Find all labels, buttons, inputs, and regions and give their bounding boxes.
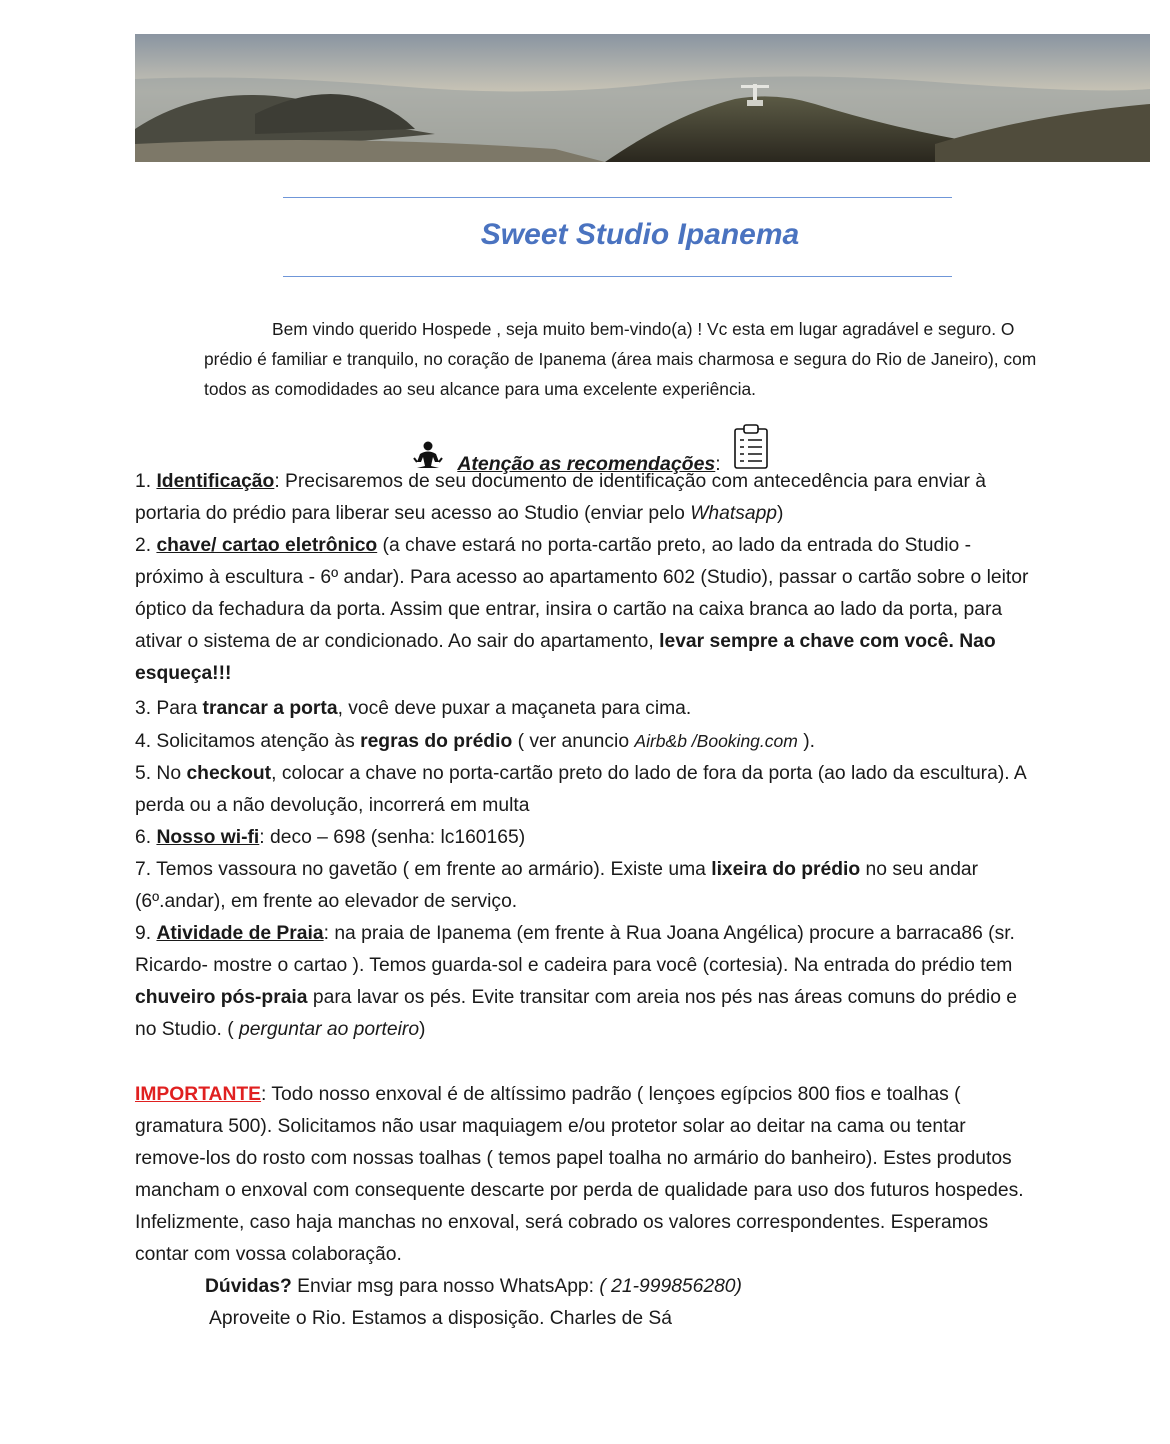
item-end: ): [419, 1019, 426, 1040]
item-text: (a chave estará no porta-cartão preto, ao lado da entrada do Studio - próximo à escultura - 6º andar). Para acesso ao apartamento 602 (Studio), passar o cartão sobre o leitor óptico da fechadura da porta. Assim que entrar, insira o cartão na caixa branca ao lado da porta, para ativar o sistema de ar condicionado. Ao sair do apartamento,: [135, 535, 1029, 652]
item-em: Whatsapp: [690, 503, 778, 524]
item-key: Nosso wi-fi: [156, 827, 260, 848]
recommendations-list: [135, 466, 1040, 1335]
attention-colon: :: [715, 453, 721, 475]
list-item: [135, 693, 1040, 725]
item-number: 4. Solicitamos atenção às: [135, 731, 361, 752]
item-number: 9.: [135, 923, 157, 944]
closing-line: Aproveite o Rio. Estamos a disposição. Charles de Sá: [209, 1308, 672, 1329]
item-number: 7. Temos vassoura no gavetão ( em frente ao armário). Existe uma: [135, 859, 712, 880]
item-text: , você deve puxar a maçaneta para cima.: [337, 698, 692, 719]
item-number: 1.: [135, 471, 157, 492]
item-number: 2.: [135, 535, 157, 556]
list-item: [135, 854, 1040, 918]
list-item: [135, 466, 1040, 530]
welcome-text: Bem vindo querido Hospede , seja muito bem-vindo(a) ! Vc esta em lugar agradável e seguro. O prédio é familiar e tranquilo, no coração de Ipanema (área mais charmosa e segura do Rio de Janeiro), com todos as comodidades ao seu alcance para uma excelente experiência.: [204, 319, 1037, 399]
item-text: , colocar a chave no porta-cartão preto do lado de fora da porta (ao lado da escultura). A perda ou a não devolução, incorrerá em multa: [135, 763, 1026, 816]
item-em: Airb&b /Booking.com: [634, 731, 798, 751]
important-label: IMPORTANTE: [135, 1084, 262, 1105]
list-item: [135, 725, 1040, 758]
item-end: ).: [797, 731, 815, 752]
item-text: no seu andar (6º.andar), em frente ao elevador de serviço.: [135, 859, 979, 912]
title-top-rule: [283, 197, 952, 198]
item-number: 3. Para: [135, 698, 203, 719]
welcome-paragraph: [204, 314, 1040, 404]
item-bold: lixeira do prédio: [711, 859, 861, 880]
item-bold: checkout: [186, 763, 272, 784]
item-key: Identificação: [156, 471, 275, 492]
item-text: para lavar os pés. Evite transitar com areia nos pés nas áreas comuns do prédio e no Studio. (: [135, 987, 1018, 1040]
item-bold: trancar a porta: [202, 698, 338, 719]
title-bottom-rule: [283, 276, 952, 277]
list-item: [135, 758, 1040, 822]
item-end: ): [777, 503, 784, 524]
contact-question: Dúvidas?: [205, 1276, 292, 1297]
important-paragraph: [135, 1079, 1040, 1271]
contact-line: [135, 1271, 1040, 1303]
item-bold: regras do prédio: [360, 731, 513, 752]
list-item: [135, 530, 1040, 690]
item-number: 6.: [135, 827, 157, 848]
list-item: [135, 822, 1040, 854]
item-bold: chuveiro pós-praia: [135, 987, 308, 1008]
attention-label: Atenção as recomendações: [457, 453, 716, 475]
item-number: 5. No: [135, 763, 187, 784]
important-text: : Todo nosso enxoval é de altíssimo padrão ( lençoes egípcios 800 fios e toalhas ( gramatura 500). Solicitamos não usar maquiagem e/ou protetor solar ao deitar na cama ou tentar remove-los do rosto com nossas toalhas ( temos papel toalha no armário do banheiro). Estes produtos mancham o enxoval com consequente descarte por perda de qualidade para uso dos futuros hospedes. Infelizmente, caso haja manchas no enxoval, será cobrado os valores correspondentes. Esperamos contar com vossa colaboração.: [135, 1084, 1024, 1265]
item-bold: levar sempre a chave com você. Nao esqueça!!!: [135, 631, 996, 684]
item-text: : Precisaremos de seu documento de identificação com antecedência para enviar à portaria do prédio para liberar seu acesso ao Studio (enviar pelo: [135, 471, 986, 524]
item-em: perguntar ao porteiro: [238, 1019, 420, 1040]
list-item: [135, 918, 1040, 1046]
item-key: Atividade de Praia: [156, 923, 324, 944]
item-text: : na praia de Ipanema (em frente à Rua Joana Angélica) procure a barraca86 (sr. Ricardo- mostre o cartao ). Temos guarda-sol e cadeira para você (cortesia). Na entrada do prédio tem: [135, 923, 1015, 976]
item-text: ( ver anuncio: [512, 731, 635, 752]
item-key: chave/ cartao eletrônico: [156, 535, 378, 556]
header-banner-image: [135, 34, 1150, 162]
contact-text: Enviar msg para nosso WhatsApp:: [291, 1276, 600, 1297]
whatsapp-phone: ( 21-999856280): [599, 1276, 742, 1297]
item-text: : deco – 698 (senha: lc160165): [259, 827, 526, 848]
page-title: Sweet Studio Ipanema: [480, 218, 800, 251]
